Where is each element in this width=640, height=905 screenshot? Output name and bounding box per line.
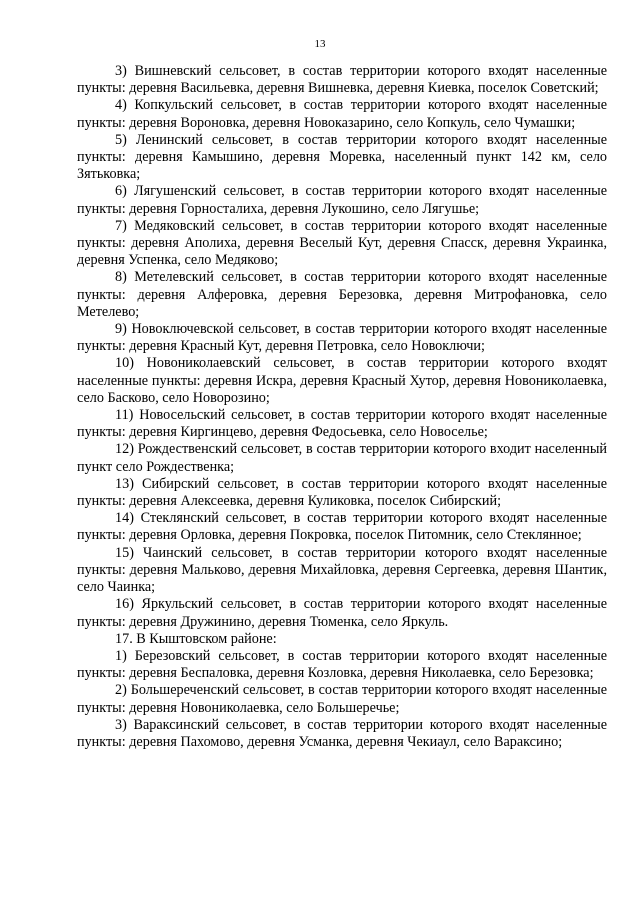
paragraph-lyagushensky: 6) Лягушенский сельсовет, в состав территории которого входят населенные пункты: деревня Горносталиха, деревня Лукошино, село Лягушье; xyxy=(77,183,607,217)
paragraph-bolsherechensky: 2) Большереченский сельсовет, в состав территории которого входят населенные пункты: деревня Новониколаевка, село Большеречье; xyxy=(77,682,607,716)
paragraph-steklyansky: 14) Стеклянский сельсовет, в состав территории которого входят населенные пункты: деревня Орловка, деревня Покровка, поселок Питомник, село Стеклянное; xyxy=(77,510,607,544)
paragraph-leninsky: 5) Ленинский сельсовет, в состав территории которого входят населенные пункты: деревня Камышино, деревня Моревка, населенный пункт 142 км, село Зятьковка; xyxy=(77,131,607,183)
section-heading-kyshtovsky: 17. В Кыштовском районе: xyxy=(115,630,277,647)
paragraph-yarkulsky: 16) Яркульский сельсовет, в состав территории которого входят населенные пункты: деревня Дружинино, деревня Тюменка, село Яркуль. xyxy=(77,596,607,630)
paragraph-vishnevsky: 3) Вишневский сельсовет, в состав территории которого входят населенные пункты: деревня Васильевка, деревня Вишневка, деревня Киевка, поселок Советский; xyxy=(77,63,607,97)
paragraph-chainsky: 15) Чаинский сельсовет, в состав территории которого входят населенные пункты: деревня Мальково, деревня Михайловка, деревня Сергеевка, деревня Шантик, село Чаинка; xyxy=(77,544,607,596)
paragraph-medyakovsky: 7) Медяковский сельсовет, в состав территории которого входят населенные пункты: деревня Аполиха, деревня Веселый Кут, деревня Спасск, деревня Украинка, деревня Успенка, село Медяково; xyxy=(77,217,607,269)
paragraph-kopkulsky: 4) Копкульский сельсовет, в состав территории которого входят населенные пункты: деревня Вороновка, деревня Новоказарино, село Копкуль, село Чумашки; xyxy=(77,97,607,131)
document-body xyxy=(77,63,607,751)
paragraph-novoselsky: 11) Новосельский сельсовет, в состав территории которого входят населенные пункты: деревня Киргинцево, деревня Федосьевка, село Новоселье; xyxy=(77,407,607,441)
paragraph-berezovsky: 1) Березовский сельсовет, в состав территории которого входят населенные пункты: деревня Беспаловка, деревня Козловка, деревня Николаевка, село Березовка; xyxy=(77,647,607,682)
paragraph-novoklyuchevskoy: 9) Новоключевской сельсовет, в состав территории которого входят населенные пункты: деревня Красный Кут, деревня Петровка, село Новоключи; xyxy=(77,321,607,355)
paragraph-varaksinsky: 3) Вараксинский сельсовет, в состав территории которого входят населенные пункты: деревня Пахомово, деревня Усманка, деревня Чекиаул, село Вараксино; xyxy=(77,716,607,750)
paragraph-sibirsky: 13) Сибирский сельсовет, в состав территории которого входят населенные пункты: деревня Алексеевка, деревня Куликовка, поселок Сибирский; xyxy=(77,475,607,510)
page-number: 13 xyxy=(314,38,326,50)
paragraph-novonikolaevsky: 10) Новониколаевский сельсовет, в состав территории которого входят населенные пункты: деревня Искра, деревня Красный Хутор, деревня Новониколаевка, село Басково, село Новорозино; xyxy=(77,355,607,406)
paragraph-rozhdestvensky: 12) Рождественский сельсовет, в состав территории которого входит населенный пункт село Рождественка; xyxy=(77,441,607,475)
paragraph-metelevsky: 8) Метелевский сельсовет, в состав территории которого входят населенные пункты: деревня Алферовка, деревня Березовка, деревня Митрофановка, село Метелево; xyxy=(77,269,607,320)
